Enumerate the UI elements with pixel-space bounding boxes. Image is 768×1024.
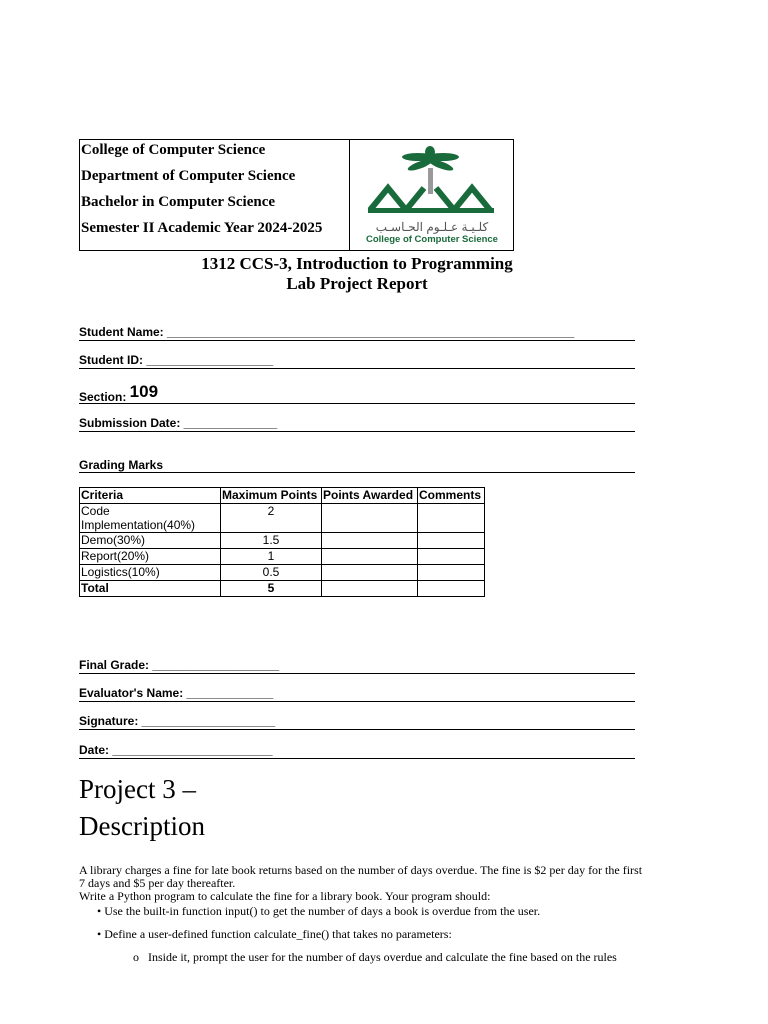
max-points-cell: 1.5 <box>221 533 322 549</box>
header-text-block <box>80 140 350 250</box>
student-name-field: Student Name: _____________________________________________________________ <box>79 325 635 341</box>
max-points-cell: 1 <box>221 549 322 565</box>
section-value: 109 <box>129 382 159 401</box>
comments-cell[interactable] <box>418 504 485 533</box>
max-points-cell: 5 <box>221 581 322 597</box>
department-name: Department of Computer Science <box>81 168 296 184</box>
section-field <box>79 382 635 404</box>
grading-table <box>79 487 485 597</box>
criteria-cell: Report(20%) <box>80 549 221 565</box>
comments-cell[interactable] <box>418 581 485 597</box>
college-name: College of Computer Science <box>81 142 266 158</box>
date-field: Date: ________________________ <box>79 743 635 759</box>
criteria-cell: Code Implementation(40%) <box>80 504 221 533</box>
list-item: • Use the built-in function input() to get the number of days a book is overdue from the user. <box>97 904 541 918</box>
signature-field: Signature: ____________________ <box>79 714 635 730</box>
comments-cell[interactable] <box>418 533 485 549</box>
course-title: 1312 CCS-3, Introduction to Programming <box>201 254 513 273</box>
logo-english-text: College of Computer Science <box>366 234 498 245</box>
project-instructions: Write a Python program to calculate the fine for a library book. Your program should: <box>79 889 491 903</box>
table-header-row <box>80 488 485 504</box>
max-points-cell: 2 <box>221 504 322 533</box>
report-title: Lab Project Report <box>286 274 428 293</box>
header-criteria: Criteria <box>80 488 221 504</box>
table-row <box>80 533 485 549</box>
max-points-cell: 0.5 <box>221 565 322 581</box>
logo-arabic-text: كلـيـة عـلـوم الحـاسـب <box>375 220 489 234</box>
points-awarded-cell[interactable] <box>322 565 418 581</box>
project-heading-description: Description <box>79 811 205 841</box>
header-box <box>79 139 514 251</box>
submission-date-field: Submission Date: ______________ <box>79 416 635 432</box>
college-logo <box>350 140 514 250</box>
sub-list-item: o Inside it, prompt the user for the number of days overdue and calculate the fine based on the rules <box>133 950 617 964</box>
project-heading: Project 3 – <box>79 774 196 804</box>
grading-marks-heading: Grading Marks <box>79 458 635 473</box>
criteria-cell: Demo(30%) <box>80 533 221 549</box>
header-points-awarded: Points Awarded <box>322 488 418 504</box>
criteria-cell: Logistics(10%) <box>80 565 221 581</box>
header-max-points: Maximum Points <box>221 488 322 504</box>
student-id-field: Student ID: ___________________ <box>79 353 635 369</box>
list-item: • Define a user-defined function calculate_fine() that takes no parameters: <box>97 927 452 941</box>
table-row-total <box>80 581 485 597</box>
points-awarded-cell[interactable] <box>322 581 418 597</box>
section-label: Section: <box>79 390 130 404</box>
points-awarded-cell[interactable] <box>322 504 418 533</box>
points-awarded-cell[interactable] <box>322 533 418 549</box>
semester-year: Semester II Academic Year 2024-2025 <box>81 220 323 236</box>
header-comments: Comments <box>418 488 485 504</box>
comments-cell[interactable] <box>418 549 485 565</box>
table-row <box>80 565 485 581</box>
final-grade-field: Final Grade: ___________________ <box>79 658 635 674</box>
evaluator-name-field: Evaluator's Name: _____________ <box>79 686 635 702</box>
table-row <box>80 549 485 565</box>
project-paragraph: A library charges a fine for late book returns based on the number of days overdue. The fine is $2 per day for the first 7 days and $5 per day thereafter. <box>79 863 643 890</box>
table-row <box>80 504 485 533</box>
program-name: Bachelor in Computer Science <box>81 194 276 210</box>
comments-cell[interactable] <box>418 565 485 581</box>
criteria-cell: Total <box>80 581 221 597</box>
points-awarded-cell[interactable] <box>322 549 418 565</box>
